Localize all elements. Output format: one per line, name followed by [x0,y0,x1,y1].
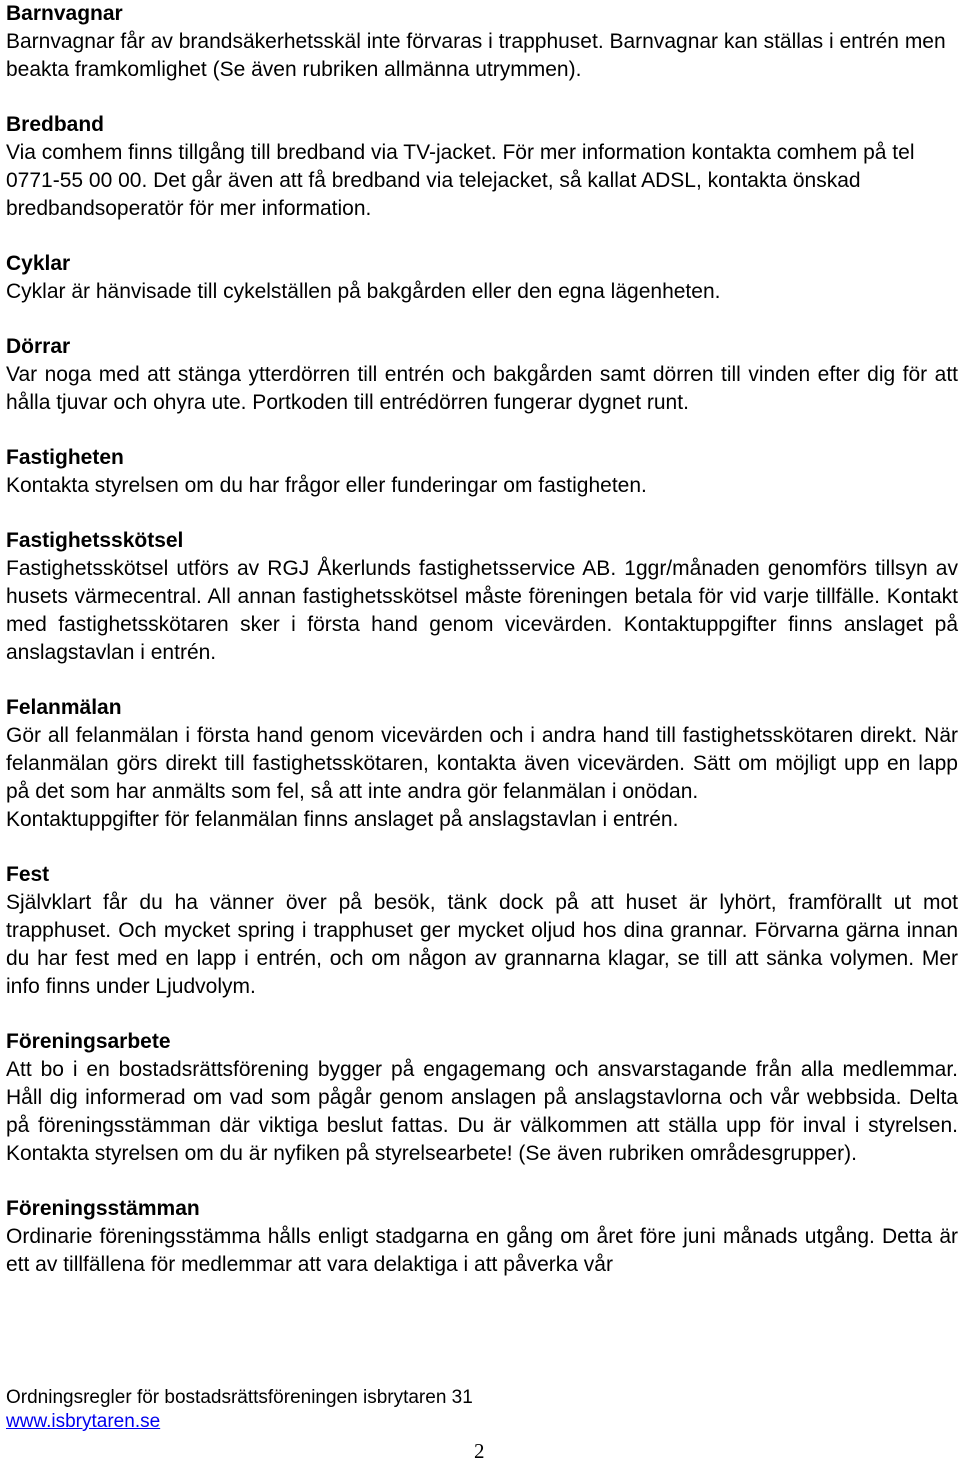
section-fest [6,861,958,1001]
section-paragraph: Fastighetsskötsel utförs av RGJ Åkerlunds fastighetsservice AB. 1ggr/månaden genomförs tillsyn av husets värmecentral. All annan fastighetsskötsel måste föreningen betala för vid varje tillfälle. Kontakt med fastighetsskötaren sker i första hand genom vicevärden. Kontaktuppgifter finns anslaget på anslagstavlan i entrén. [6,557,958,664]
section-paragraph: Var noga med att stänga ytterdörren till entrén och bakgården samt dörren till vinden efter dig för att hålla tjuvar och ohyra ute. Portkoden till entrédörren fungerar dygnet runt. [6,363,958,414]
section-paragraph: Via comhem finns tillgång till bredband via TV-jacket. För mer information kontakta comhem på tel 0771-55 00 00. Det går även att få bredband via telejacket, så kallat ADSL, kontakta önskad bredbandsoperatör för mer information. [6,141,915,220]
section-barnvagnar [6,0,958,84]
section-paragraph: Kontaktuppgifter för felanmälan finns anslaget på anslagstavlan i entrén. [6,808,679,831]
page-footer [6,1386,473,1434]
section-paragraph: Barnvagnar får av brandsäkerhetsskäl inte förvaras i trapphuset. Barnvagnar kan ställas i entrén men beakta framkomlighet (Se även rubriken allmänna utrymmen). [6,30,946,81]
footer-title: Ordningsregler för bostadsrättsföreningen isbrytaren 31 [6,1387,473,1408]
section-heading: Dörrar [6,335,71,358]
section-heading: Fest [6,863,50,886]
page-number: 2 [474,1439,485,1463]
section-heading: Fastigheten [6,446,124,469]
section-felanmalan [6,694,958,834]
section-fastigheten [6,444,958,500]
footer-website-link[interactable]: www.isbrytaren.se [6,1411,161,1432]
section-cyklar [6,250,958,306]
section-heading: Bredband [6,113,105,136]
section-foreningsarbete [6,1028,958,1168]
document-page [6,0,958,1306]
section-paragraph: Cyklar är hänvisade till cykelställen på bakgården eller den egna lägenheten. [6,280,721,303]
section-heading: Föreningsarbete [6,1030,171,1053]
section-bredband [6,111,958,223]
section-heading: Barnvagnar [6,2,123,25]
section-heading: Fastighetsskötsel [6,529,184,552]
section-fastighetsskotsel [6,527,958,667]
section-paragraph: Att bo i en bostadsrättsförening bygger på engagemang och ansvarstagande från alla medlemmar. Håll dig informerad om vad som pågår genom anslagen på anslagstavlorna och vår webbsida. Delta på föreningsstämman där viktiga beslut fattas. Du är välkommen att ställa upp för inval i styrelsen. Kontakta styrelsen om du är nyfiken på styrelsearbete! (Se även rubriken områdesgrupper). [6,1058,958,1165]
section-paragraph: Gör all felanmälan i första hand genom vicevärden och i andra hand till fastighetsskötaren direkt. När felanmälan görs direkt till fastighetsskötaren, kontakta även vicevärden. Sätt om möjligt upp en lapp på det som har anmälts som fel, så att inte andra gör felanmälan i onödan. [6,724,958,803]
section-heading: Cyklar [6,252,71,275]
section-heading: Felanmälan [6,696,122,719]
section-paragraph: Självklart får du ha vänner över på besök, tänk dock på att huset är lyhört, framförallt ut mot trapphuset. Och mycket spring i trapphuset ger mycket oljud hos dina grannar. Förvarna gärna innan du har fest med en lapp i entrén, och om någon av grannarna klagar, se till att sänka volymen. Mer info finns under Ljudvolym. [6,891,958,998]
section-heading: Föreningsstämman [6,1197,200,1220]
section-paragraph: Ordinarie föreningsstämma hålls enligt stadgarna en gång om året före juni månads utgång. Detta är ett av tillfällena för medlemmar att vara delaktiga i att påverka vår [6,1225,958,1276]
section-paragraph: Kontakta styrelsen om du har frågor eller funderingar om fastigheten. [6,474,647,497]
section-dorrar [6,333,958,417]
section-foreningsstamman [6,1195,958,1279]
